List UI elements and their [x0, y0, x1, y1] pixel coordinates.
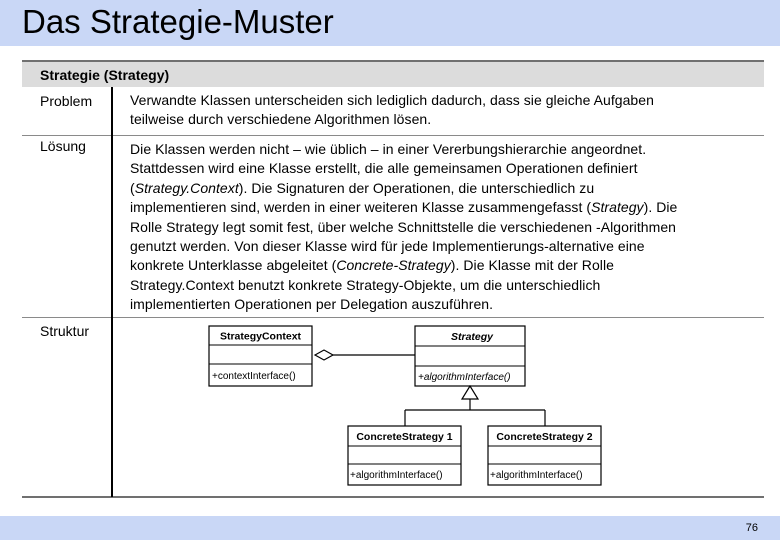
- row-divider: [22, 317, 764, 318]
- loesung-line: Die Klassen werden nicht – wie üblich – in einer Vererbungshierarchie angeordnet.: [130, 141, 647, 157]
- struktur-label: Struktur: [40, 323, 90, 339]
- loesung-line: genutzt werden. Von dieser Klasse wird für jede Implementierungs-alternative eine: [130, 238, 645, 255]
- aggregation-diamond: [315, 350, 333, 360]
- loesung-line: Stattdessen wird eine Klasse erstellt, die alle gemeinsamen Operationen definiert: [130, 160, 638, 177]
- uml-aggregation: [315, 350, 415, 360]
- text-run: ). Die Signaturen der Operationen, die unterschiedlich zu: [238, 179, 595, 196]
- text-run: (: [130, 179, 135, 196]
- text-run: ). Die: [643, 199, 678, 216]
- loesung-line: Strategy.Context benutzt konkrete Strategy-Objekte, um die unterschiedlich: [130, 276, 601, 293]
- uml-operation: +algorithmInterface(): [418, 372, 511, 383]
- uml-class-diagram: [190, 322, 610, 490]
- row-divider: [22, 135, 764, 136]
- uml-operation: +algorithmInterface(): [350, 470, 443, 481]
- loesung-label: Lösung: [40, 138, 86, 154]
- uml-class-concrete-strategy-2: [488, 426, 601, 485]
- problem-line: teilweise durch verschiedene Algorithmen lösen.: [130, 111, 432, 128]
- table-header-label: Strategie (Strategy): [40, 67, 170, 83]
- problem-line: Verwandte Klassen unterscheiden sich lediglich dadurch, dass sie gleiche Aufgaben: [130, 92, 654, 108]
- title-bar: [0, 0, 780, 46]
- uml-class-name: Strategy: [450, 331, 494, 343]
- table-header: [22, 60, 764, 87]
- footer-bar: [0, 516, 780, 540]
- page-number: 76: [745, 522, 758, 534]
- text-run: ). Die Klasse mit der Rolle: [450, 257, 614, 274]
- text-emphasis: Strategy: [591, 199, 644, 216]
- problem-label: Problem: [40, 93, 93, 109]
- uml-operation: +algorithmInterface(): [490, 470, 583, 481]
- text-run: konkrete Unterklasse abgeleitet (: [130, 257, 337, 274]
- loesung-text: [130, 140, 758, 315]
- loesung-line: [130, 179, 758, 198]
- uml-operation: +contextInterface(): [212, 371, 296, 382]
- uml-class-strategy: [415, 326, 525, 386]
- loesung-line: implementierten Operationen per Delegation auszuführen.: [130, 296, 494, 313]
- uml-class-concrete-strategy-1: [348, 426, 461, 485]
- uml-inheritance: [405, 386, 545, 426]
- loesung-line: [130, 198, 758, 217]
- uml-class-name: ConcreteStrategy 1: [356, 431, 453, 443]
- uml-class-name: ConcreteStrategy 2: [496, 431, 593, 443]
- uml-class-name: StrategyContext: [219, 330, 302, 343]
- loesung-line: [130, 256, 758, 275]
- column-divider: [111, 87, 113, 497]
- text-emphasis: Strategy.Context: [134, 179, 239, 196]
- table-bottom-rule: [22, 496, 764, 498]
- loesung-line: Rolle Strategy legt somit fest, über welche Schnittstelle die verschiedenen -Algorithmen: [130, 218, 677, 235]
- uml-class-strategy-context: [209, 326, 312, 386]
- problem-text: [130, 91, 758, 130]
- text-run: implementieren sind, werden in einer weiteren Klasse zusammengefasst (: [130, 199, 592, 216]
- slide-title: Das Strategie-Muster: [22, 3, 334, 40]
- inheritance-triangle: [462, 386, 478, 399]
- text-emphasis: Concrete-Strategy: [336, 257, 451, 274]
